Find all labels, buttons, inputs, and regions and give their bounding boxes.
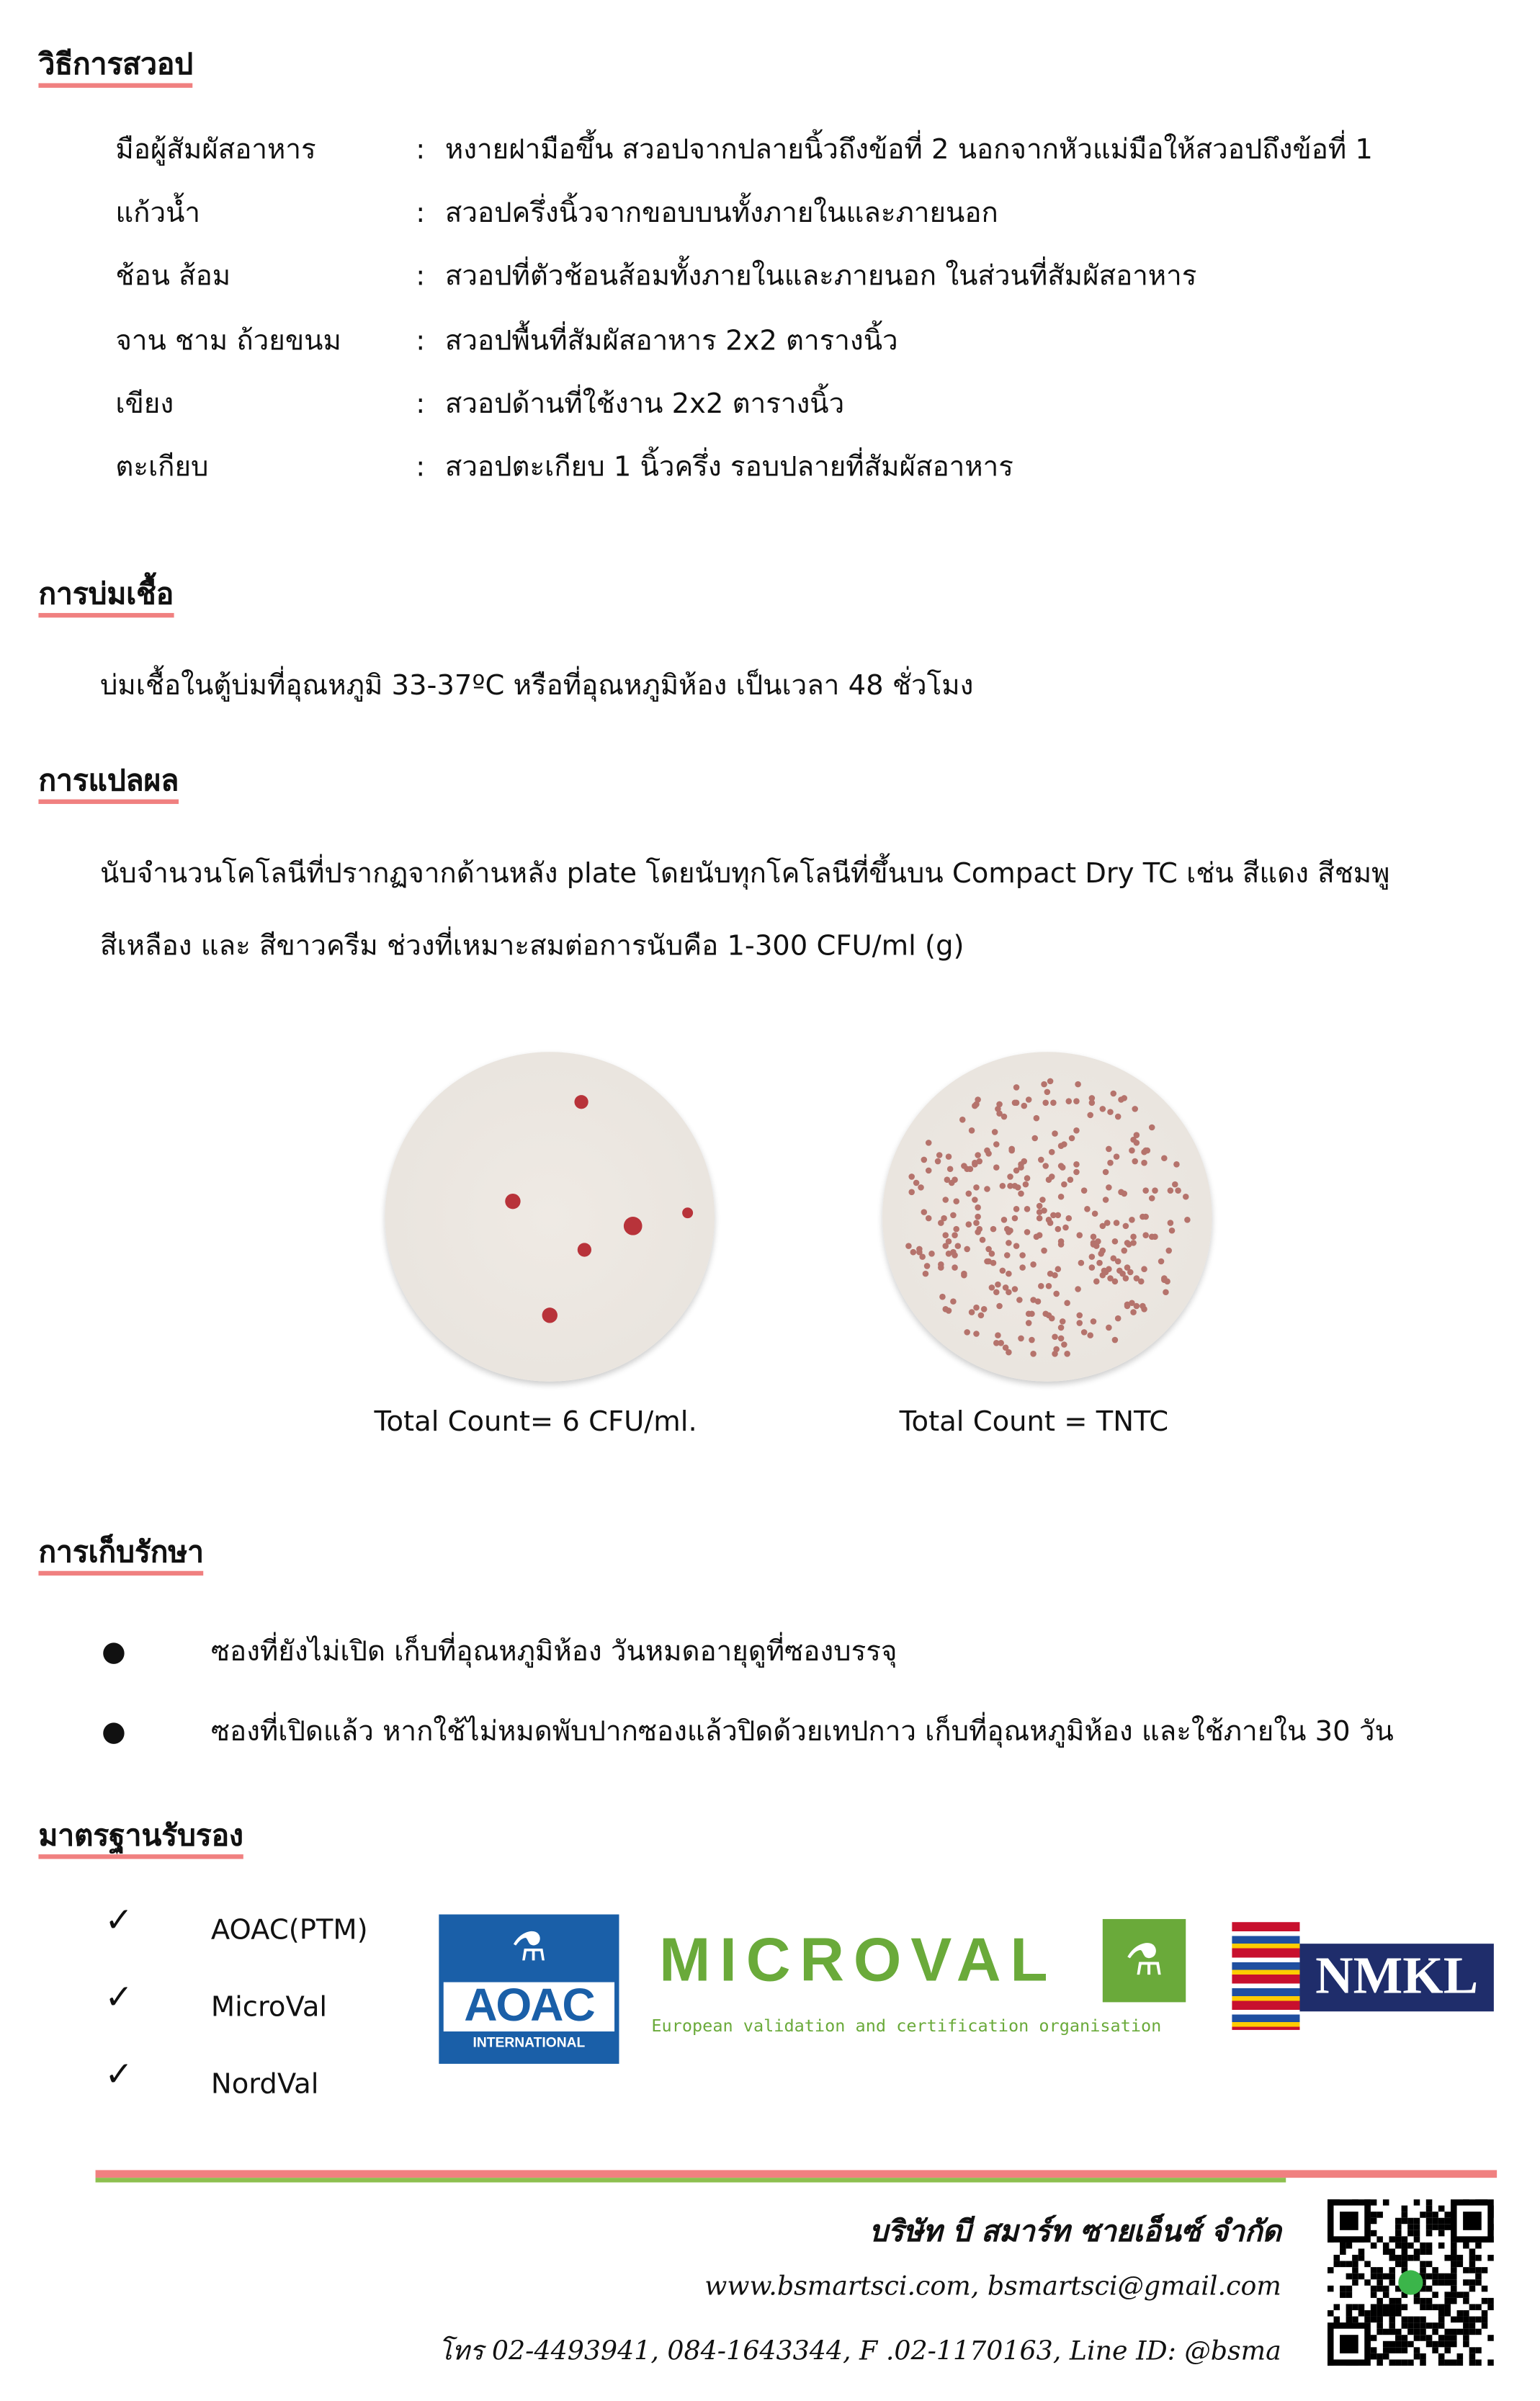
colony-dot bbox=[1060, 1342, 1067, 1349]
colony-dot bbox=[994, 1281, 1000, 1287]
colony-dot bbox=[1063, 1300, 1070, 1307]
interpretation-line-2: สีเหลือง และ สีขาวครีม ช่วงที่เหมาะสมต่อการนับคือ 1-300 CFU/ml (g) bbox=[99, 930, 964, 963]
swab-row-separator: : bbox=[416, 261, 426, 294]
colony-dot bbox=[1008, 1173, 1014, 1180]
swab-row-description: สวอปที่ตัวช้อนส้อมทั้งภายในและภายนอก ในส่วนที่สัมผัสอาหาร bbox=[444, 261, 1197, 294]
colony-dot bbox=[1008, 1145, 1015, 1152]
lab-tubes-icon: ⚗ bbox=[1103, 1919, 1186, 2002]
colony-dot bbox=[1061, 1181, 1067, 1187]
colony-dot bbox=[975, 1205, 982, 1212]
colony-dot bbox=[1173, 1181, 1179, 1188]
colony-dot bbox=[1017, 1336, 1024, 1343]
colony-dot bbox=[1114, 1220, 1121, 1226]
colony-dot bbox=[1006, 1270, 1012, 1276]
colony-dot bbox=[1129, 1309, 1136, 1315]
colony-dot bbox=[1183, 1194, 1190, 1200]
colony-dot bbox=[993, 1340, 999, 1346]
colony-dot bbox=[1042, 1162, 1048, 1168]
swab-row-separator: : bbox=[416, 388, 426, 421]
aoac-logo: ⚗ AOAC INTERNATIONAL bbox=[439, 1915, 619, 2064]
colony-dot bbox=[993, 1164, 1000, 1171]
colony-dot bbox=[906, 1243, 913, 1249]
colony-dot bbox=[1113, 1153, 1119, 1160]
colony-dot bbox=[1023, 1181, 1029, 1187]
colony-dot bbox=[1060, 1164, 1067, 1171]
colony-dot bbox=[1073, 1161, 1080, 1168]
colony-dot bbox=[1092, 1211, 1098, 1217]
colony-dot bbox=[1007, 1182, 1013, 1189]
colony-dot bbox=[1038, 1282, 1044, 1289]
colony-dot bbox=[1031, 1135, 1038, 1141]
colony-dot bbox=[1122, 1276, 1129, 1282]
colony-dot bbox=[975, 1229, 981, 1235]
colony-dot bbox=[1057, 1238, 1064, 1244]
colony-dot bbox=[1005, 1350, 1011, 1356]
colony-dot bbox=[1106, 1108, 1113, 1114]
colony-dot bbox=[946, 1308, 953, 1315]
colony-dot bbox=[1081, 1186, 1088, 1193]
colony-dot bbox=[1066, 1098, 1073, 1104]
colony-dot bbox=[1075, 1082, 1082, 1088]
colony-dot bbox=[1074, 1168, 1080, 1175]
colony-dot bbox=[1090, 1234, 1096, 1240]
colony-dot bbox=[1024, 1206, 1030, 1212]
contact-phone: โทร 02-4493941, 084-1643344, F .02-1170163, Line ID: @bsma bbox=[438, 2336, 1281, 2368]
colony-dot bbox=[993, 1289, 1000, 1296]
colony-dot bbox=[966, 1222, 972, 1228]
colony-dot bbox=[1088, 1332, 1094, 1338]
colony-dot bbox=[950, 1298, 957, 1305]
heading-storage: การเก็บรักษา bbox=[38, 1534, 204, 1575]
colony-dot bbox=[1052, 1351, 1059, 1358]
swab-row-description: สวอปพื้นที่สัมผัสอาหาร 2x2 ตารางนิ้ว bbox=[444, 324, 898, 357]
colony-dot bbox=[1149, 1124, 1155, 1130]
colony-dot bbox=[1054, 1290, 1060, 1297]
colony-dot bbox=[935, 1158, 941, 1164]
storage-bullet-2: ซองที่เปิดแล้ว หากใช้ไม่หมดพับปากซองแล้วปิดด้วยเทปกาว เก็บที่อุณหภูมิห้อง และใช้ภายใน 30 วัน bbox=[210, 1715, 1394, 1748]
plate-caption-2: Total Count = TNTC bbox=[899, 1405, 1169, 1439]
cert-item-nordval: NordVal bbox=[210, 2068, 319, 2101]
colony-dot bbox=[1158, 1259, 1164, 1266]
colony-dot bbox=[1006, 1240, 1012, 1247]
colony-dot bbox=[1091, 1319, 1097, 1325]
colony-dot bbox=[1031, 1261, 1037, 1268]
swab-row-item: ช้อน ส้อม bbox=[115, 261, 231, 294]
colony-dot bbox=[1041, 1248, 1047, 1254]
colony-dot bbox=[1029, 1351, 1036, 1358]
swab-row-description: หงายฝามือขึ้น สวอปจากปลายนิ้วถึงข้อที่ 2 นอกจากหัวแม่มือให้สวอปถึงข้อที่ 1 bbox=[444, 134, 1373, 166]
checkmark-icon: ✓ bbox=[104, 1979, 133, 2018]
colony-dot bbox=[1132, 1105, 1138, 1112]
colony-dot bbox=[1030, 1297, 1037, 1303]
colony-dot bbox=[952, 1265, 959, 1271]
colony-dot bbox=[946, 1154, 952, 1161]
colony-dot bbox=[1115, 1316, 1122, 1323]
colony-dot bbox=[1167, 1220, 1173, 1227]
heading-interpretation: การแปลผล bbox=[38, 762, 179, 804]
swab-row-separator: : bbox=[416, 197, 426, 230]
colony-dot bbox=[1021, 1158, 1028, 1165]
colony-dot bbox=[1045, 1284, 1052, 1290]
colony-dot bbox=[1013, 1205, 1019, 1212]
colony-dot bbox=[972, 1330, 979, 1336]
colony-dot bbox=[946, 1251, 952, 1257]
colony-dot bbox=[948, 1180, 954, 1186]
colony-dot bbox=[1026, 1320, 1033, 1327]
colony-dot bbox=[1074, 1127, 1080, 1134]
colony-dot bbox=[1128, 1148, 1134, 1154]
colony-dot bbox=[1076, 1320, 1083, 1327]
colony-dot bbox=[988, 1284, 995, 1291]
colony-dot bbox=[1025, 1174, 1031, 1181]
colony-dot bbox=[1048, 1149, 1055, 1155]
colony-dot bbox=[1084, 1207, 1091, 1213]
colony-dot bbox=[1062, 1224, 1068, 1230]
colony-dot bbox=[1019, 1252, 1026, 1258]
colony-dot bbox=[1076, 1312, 1083, 1318]
interpretation-line-1: นับจำนวนโคโลนีที่ปรากฏจากด้านหลัง plate โดยนับทุกโคโลนีที่ขึ้นบน Compact Dry TC เช่น สีแดง สีชมพู bbox=[99, 857, 1390, 890]
colony-dot bbox=[1001, 1216, 1008, 1222]
colony-dot bbox=[1068, 1135, 1075, 1141]
colony-dot bbox=[1055, 1266, 1062, 1273]
colony-dot bbox=[1029, 1337, 1035, 1343]
colony-dot bbox=[975, 1215, 982, 1221]
colony-dot bbox=[974, 1305, 980, 1311]
swab-row-item: เขียง bbox=[115, 388, 174, 421]
colony-dot bbox=[1058, 1194, 1065, 1201]
colony-dot bbox=[942, 1233, 949, 1239]
colony-dot bbox=[1012, 1287, 1019, 1293]
footer-divider-green bbox=[96, 2178, 1286, 2182]
colony-dot bbox=[1130, 1233, 1137, 1240]
colony-dot bbox=[993, 1141, 1000, 1148]
swab-row-item: แก้วน้ำ bbox=[115, 197, 201, 230]
colony-dot bbox=[1021, 1103, 1027, 1109]
colony-dot bbox=[975, 1152, 981, 1158]
colony-dot bbox=[1045, 1312, 1052, 1318]
checkmark-icon: ✓ bbox=[104, 1902, 133, 1941]
colony-dot bbox=[1018, 1190, 1024, 1197]
colony-dot bbox=[1078, 1260, 1085, 1266]
colony-dot bbox=[1102, 1169, 1109, 1176]
colony-dot bbox=[1080, 1329, 1087, 1336]
colony-dot bbox=[1141, 1266, 1147, 1272]
company-name: บริษัท บี สมาร์ท ซายเอ็นซ์ จำกัด bbox=[869, 2214, 1281, 2249]
colony-dot bbox=[1038, 1157, 1044, 1163]
colony-dot bbox=[1033, 1234, 1039, 1240]
colony-dot bbox=[985, 1186, 991, 1192]
heading-incubation: การบ่มเชื้อ bbox=[38, 576, 174, 618]
heading-swab-method: วิธีการสวอป bbox=[38, 46, 193, 88]
swab-row-description: สวอปด้านที่ใช้งาน 2x2 ตารางนิ้ว bbox=[444, 388, 845, 421]
swab-row-item: จาน ชาม ถ้วยขนม bbox=[115, 324, 341, 357]
colony-dot bbox=[980, 1237, 986, 1243]
colony-dot bbox=[1152, 1187, 1158, 1194]
colony-dot bbox=[1149, 1233, 1155, 1240]
colony-dot bbox=[972, 1103, 978, 1109]
colony-dot bbox=[926, 1140, 932, 1147]
colony-dot bbox=[997, 1303, 1003, 1310]
colony-dot bbox=[921, 1210, 927, 1216]
colony-dot bbox=[1101, 1105, 1107, 1112]
colony-dot bbox=[1163, 1289, 1170, 1295]
plate-caption-1: Total Count= 6 CFU/ml. bbox=[374, 1405, 697, 1439]
colony-dot bbox=[1016, 1297, 1023, 1304]
colony-dot bbox=[1039, 1197, 1046, 1204]
colony-dot bbox=[1173, 1161, 1180, 1168]
colony-dot bbox=[1137, 1278, 1144, 1284]
microval-logo: MICROVAL bbox=[659, 1926, 1057, 1995]
colony-dot bbox=[1103, 1197, 1110, 1203]
colony-dot bbox=[977, 1312, 984, 1318]
colony-dot bbox=[989, 1251, 995, 1258]
colony-dot bbox=[1052, 1334, 1058, 1341]
microval-subtitle: European validation and certification organisation bbox=[651, 2016, 1162, 2036]
colony-dot bbox=[954, 1197, 960, 1204]
colony-dot bbox=[1148, 1196, 1155, 1202]
colony-dot bbox=[999, 1268, 1006, 1274]
colony-dot bbox=[966, 1190, 972, 1197]
swab-row-item: ตะเกียบ bbox=[115, 451, 209, 484]
colony-dot bbox=[1093, 1279, 1100, 1285]
colony-dot bbox=[926, 1215, 932, 1222]
colony-dot bbox=[1142, 1232, 1149, 1238]
colony-dot bbox=[1142, 1188, 1149, 1194]
contact-web-email: www.bsmartsci.com, bsmartsci@gmail.com bbox=[704, 2271, 1281, 2303]
colony-dot bbox=[1131, 1240, 1137, 1247]
colony-dot bbox=[1024, 1230, 1031, 1236]
colony-dot bbox=[1044, 1088, 1051, 1095]
colony-dot bbox=[963, 1246, 970, 1253]
colony-dot bbox=[1013, 1085, 1020, 1091]
colony-dot bbox=[1105, 1325, 1111, 1331]
colony-dot bbox=[1140, 1214, 1146, 1220]
colony-dot bbox=[971, 1197, 977, 1203]
line-qr-code[interactable] bbox=[1328, 2199, 1494, 2366]
colony-dot bbox=[1020, 1265, 1026, 1271]
colony-dot bbox=[1055, 1225, 1061, 1232]
heading-certification: มาตรฐานรับรอง bbox=[38, 1817, 243, 1859]
colony-dot bbox=[1113, 1279, 1119, 1285]
colony-dot bbox=[924, 1262, 931, 1269]
colony-dot bbox=[1002, 1113, 1008, 1119]
storage-bullet-1: ซองที่ยังไม่เปิด เก็บที่อุณหภูมิห้อง วันหมดอายุดูที่ซองบรรจุ bbox=[210, 1635, 897, 1668]
colony-dot bbox=[1184, 1217, 1191, 1223]
swab-row-description: สวอปตะเกียบ 1 นิ้วครึ่ง รอบปลายที่สัมผัสอาหาร bbox=[444, 451, 1013, 484]
colony-dot bbox=[949, 1212, 956, 1219]
swab-row-separator: : bbox=[416, 134, 426, 166]
colony-dot bbox=[1048, 1173, 1055, 1179]
colony-dot bbox=[939, 1294, 945, 1300]
checkmark-icon: ✓ bbox=[104, 2056, 133, 2095]
swab-row-separator: : bbox=[416, 451, 426, 484]
colony-dot bbox=[970, 1127, 976, 1133]
colony-dot bbox=[946, 1166, 953, 1172]
swab-row-item: มือผู้สัมผัสอาหาร bbox=[115, 134, 316, 166]
colony-dot bbox=[954, 1242, 961, 1248]
colony-dot bbox=[928, 1251, 934, 1257]
colony-dot bbox=[1119, 1097, 1125, 1104]
colony-dot bbox=[1106, 1185, 1112, 1191]
colony-dot bbox=[1036, 1216, 1042, 1222]
colony-dot bbox=[1058, 1325, 1065, 1331]
colony-dot bbox=[1050, 1099, 1057, 1106]
colony-dot bbox=[1096, 1260, 1103, 1266]
colony-dot bbox=[936, 1152, 943, 1158]
colony-dot bbox=[1168, 1186, 1174, 1193]
colony-dot bbox=[921, 1156, 928, 1163]
colony-dot bbox=[1106, 1146, 1112, 1153]
colony-dot bbox=[1108, 1160, 1114, 1166]
colony-dot bbox=[1124, 1240, 1130, 1246]
colony-dot bbox=[1026, 1096, 1032, 1102]
colony-dot bbox=[937, 1265, 944, 1271]
nordic-flags-icon bbox=[1232, 1922, 1299, 2030]
colony-dot bbox=[1047, 1078, 1054, 1084]
colony-dot bbox=[1090, 1095, 1096, 1101]
colony-dot bbox=[1122, 1223, 1129, 1230]
colony-dot bbox=[1042, 1100, 1049, 1106]
colony-dot bbox=[925, 1168, 931, 1174]
colony-dot bbox=[1088, 1264, 1095, 1271]
colony-dot bbox=[1111, 1239, 1118, 1246]
colony-dot bbox=[908, 1189, 915, 1196]
colony-dot bbox=[1041, 1081, 1047, 1088]
petri-plate-low-count bbox=[385, 1052, 715, 1382]
colony-dot bbox=[1130, 1136, 1137, 1143]
colony-dot bbox=[1176, 1187, 1182, 1194]
swab-row-description: สวอปครึ่งนิ้วจากขอบบนทั้งภายในและภายนอก bbox=[444, 197, 998, 230]
colony-dot bbox=[1096, 1238, 1102, 1245]
colony-dot bbox=[1142, 1160, 1148, 1166]
colony-dot bbox=[995, 1332, 1002, 1338]
colony-dot bbox=[1132, 1158, 1138, 1165]
colony-dot bbox=[918, 1184, 925, 1190]
colony-dot bbox=[952, 1251, 958, 1258]
colony-dot bbox=[1140, 1302, 1146, 1309]
incubation-text: บ่มเชื้อในตู้บ่มที่อุณหภูมิ 33-37ºC หรือที่อุณหภูมิห้อง เป็นเวลา 48 ชั่วโมง bbox=[99, 670, 974, 702]
colony-dot bbox=[1115, 1114, 1122, 1120]
cert-item-aoac: AOAC(PTM) bbox=[210, 1914, 368, 1947]
colony-dot bbox=[973, 1184, 980, 1191]
colony-dot bbox=[1088, 1254, 1095, 1261]
colony-dot bbox=[910, 1250, 916, 1256]
colony-dot bbox=[1111, 1337, 1118, 1343]
colony-dot bbox=[990, 1227, 996, 1233]
colony-dot bbox=[1144, 1147, 1150, 1153]
colony-dot bbox=[985, 1258, 991, 1264]
colony-dot bbox=[959, 1117, 965, 1123]
colony-dot bbox=[1005, 1251, 1011, 1258]
colony-dot bbox=[1013, 1243, 1019, 1249]
colony-dot bbox=[1127, 1269, 1134, 1275]
colony-dot bbox=[943, 1196, 949, 1202]
colony-dot bbox=[1169, 1227, 1176, 1233]
colony-dot bbox=[1115, 1258, 1122, 1265]
colony-dot bbox=[985, 1246, 992, 1253]
colony-dot bbox=[968, 1309, 975, 1315]
colony-dot bbox=[1048, 1220, 1055, 1227]
colony-dot bbox=[1006, 1229, 1012, 1235]
colony-dot bbox=[1111, 1090, 1117, 1096]
colony-dot bbox=[1033, 1115, 1039, 1122]
colony-dot bbox=[1088, 1112, 1094, 1118]
colony-dot bbox=[1061, 1140, 1067, 1147]
bullet-icon: ● bbox=[102, 1635, 126, 1668]
flask-icon: ⚗ bbox=[511, 1925, 547, 1972]
colony-dot bbox=[1074, 1098, 1080, 1104]
colony-dot bbox=[1122, 1247, 1128, 1253]
colony-dot bbox=[992, 1129, 998, 1135]
colony-dot bbox=[995, 1105, 1001, 1112]
bullet-icon: ● bbox=[102, 1715, 126, 1748]
colony-dot bbox=[1000, 1184, 1006, 1190]
colony-dot bbox=[1076, 1232, 1083, 1238]
nmkl-logo: NMKL bbox=[1299, 1944, 1493, 2011]
colony-dot bbox=[1012, 1215, 1019, 1221]
colony-dot bbox=[952, 1232, 958, 1238]
colony-dot bbox=[1064, 1350, 1070, 1356]
cert-item-microval: MicroVal bbox=[210, 1991, 328, 2024]
colony-dot bbox=[1065, 1215, 1072, 1222]
colony-dot bbox=[923, 1271, 929, 1277]
footer-divider-red bbox=[96, 2170, 1498, 2178]
colony-dot bbox=[1051, 1130, 1057, 1137]
colony-dot bbox=[1057, 1335, 1064, 1341]
colony-dot bbox=[1129, 1217, 1135, 1224]
colony-dot bbox=[1060, 1319, 1066, 1325]
petri-plate-tntc bbox=[882, 1052, 1212, 1382]
colony-dot bbox=[1098, 1251, 1104, 1257]
colony-dot bbox=[1165, 1248, 1172, 1254]
swab-row-separator: : bbox=[416, 324, 426, 357]
colony-dot bbox=[919, 1254, 926, 1261]
colony-dot bbox=[1162, 1155, 1168, 1162]
colony-dot bbox=[977, 1158, 983, 1164]
colony-dot bbox=[1067, 1177, 1074, 1184]
colony-dot bbox=[1075, 1286, 1081, 1292]
colony-dot bbox=[964, 1328, 970, 1335]
